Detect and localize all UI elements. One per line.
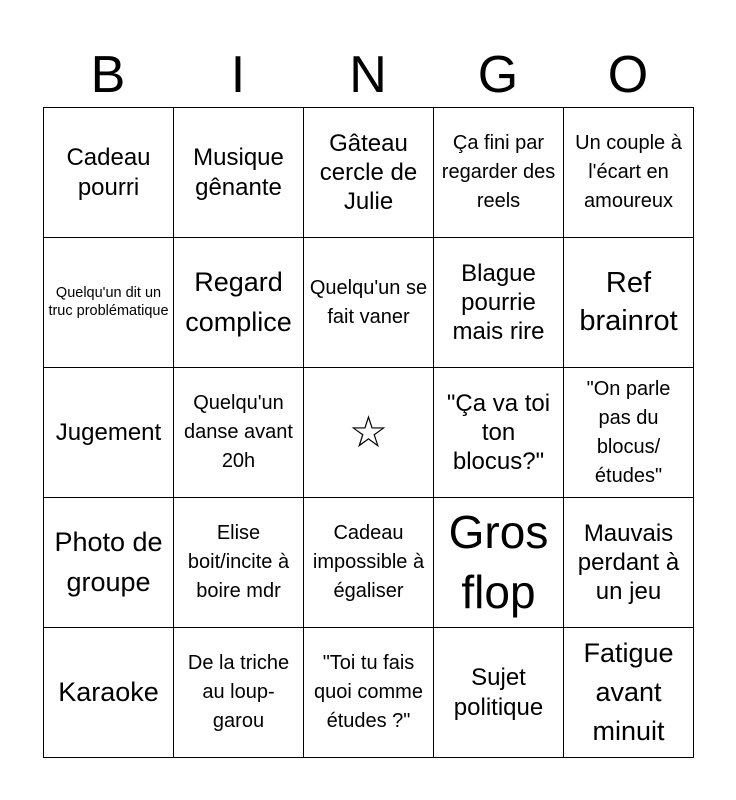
header-letter-g: G [477, 46, 519, 104]
bingo-cell[interactable]: Un couple à l'écart en amoureux [564, 108, 694, 238]
bingo-cell[interactable]: Quelqu'un danse avant 20h [174, 368, 304, 498]
header-letter-o: O [607, 46, 649, 104]
star-icon: ☆ [348, 407, 389, 457]
bingo-cell[interactable]: Karaoke [44, 628, 174, 758]
bingo-cell[interactable]: Regard complice [174, 238, 304, 368]
header-letter-i: I [230, 46, 246, 104]
grid-row [44, 238, 694, 368]
bingo-cell[interactable]: Sujet politique [434, 628, 564, 758]
bingo-cell[interactable]: Ça fini par regarder des reels [434, 108, 564, 238]
grid-row [44, 368, 694, 498]
bingo-cell[interactable]: Fatigue avant minuit [564, 628, 694, 758]
bingo-cell[interactable]: Ref brainrot [564, 238, 694, 368]
bingo-cell[interactable]: Elise boit/incite à boire mdr [174, 498, 304, 628]
bingo-cell[interactable]: Quelqu'un se fait vaner [304, 238, 434, 368]
bingo-cell[interactable]: "Ça va toi ton blocus?" [434, 368, 564, 498]
bingo-header [43, 44, 693, 106]
header-letter-n: N [349, 46, 387, 104]
grid-row [44, 628, 694, 758]
bingo-cell[interactable]: De la triche au loup-garou [174, 628, 304, 758]
bingo-cell[interactable]: Cadeau pourri [44, 108, 174, 238]
grid-row [44, 498, 694, 628]
bingo-cell[interactable]: Blague pourrie mais rire [434, 238, 564, 368]
bingo-cell[interactable]: "Toi tu fais quoi comme études ?" [304, 628, 434, 758]
bingo-cell[interactable]: Quelqu'un dit un truc problématique [44, 238, 174, 368]
header-letter-b: B [90, 46, 126, 104]
grid-row [44, 108, 694, 238]
bingo-cell[interactable]: Cadeau impossible à égaliser [304, 498, 434, 628]
free-space-cell[interactable] [304, 368, 434, 498]
bingo-cell[interactable]: Photo de groupe [44, 498, 174, 628]
bingo-cell[interactable]: Gros flop [434, 498, 564, 628]
bingo-cell[interactable]: Musique gênante [174, 108, 304, 238]
bingo-cell[interactable]: Jugement [44, 368, 174, 498]
bingo-grid [43, 107, 694, 758]
bingo-cell[interactable]: "On parle pas du blocus/ études" [564, 368, 694, 498]
bingo-cell[interactable]: Gâteau cercle de Julie [304, 108, 434, 238]
bingo-cell[interactable]: Mauvais perdant à un jeu [564, 498, 694, 628]
